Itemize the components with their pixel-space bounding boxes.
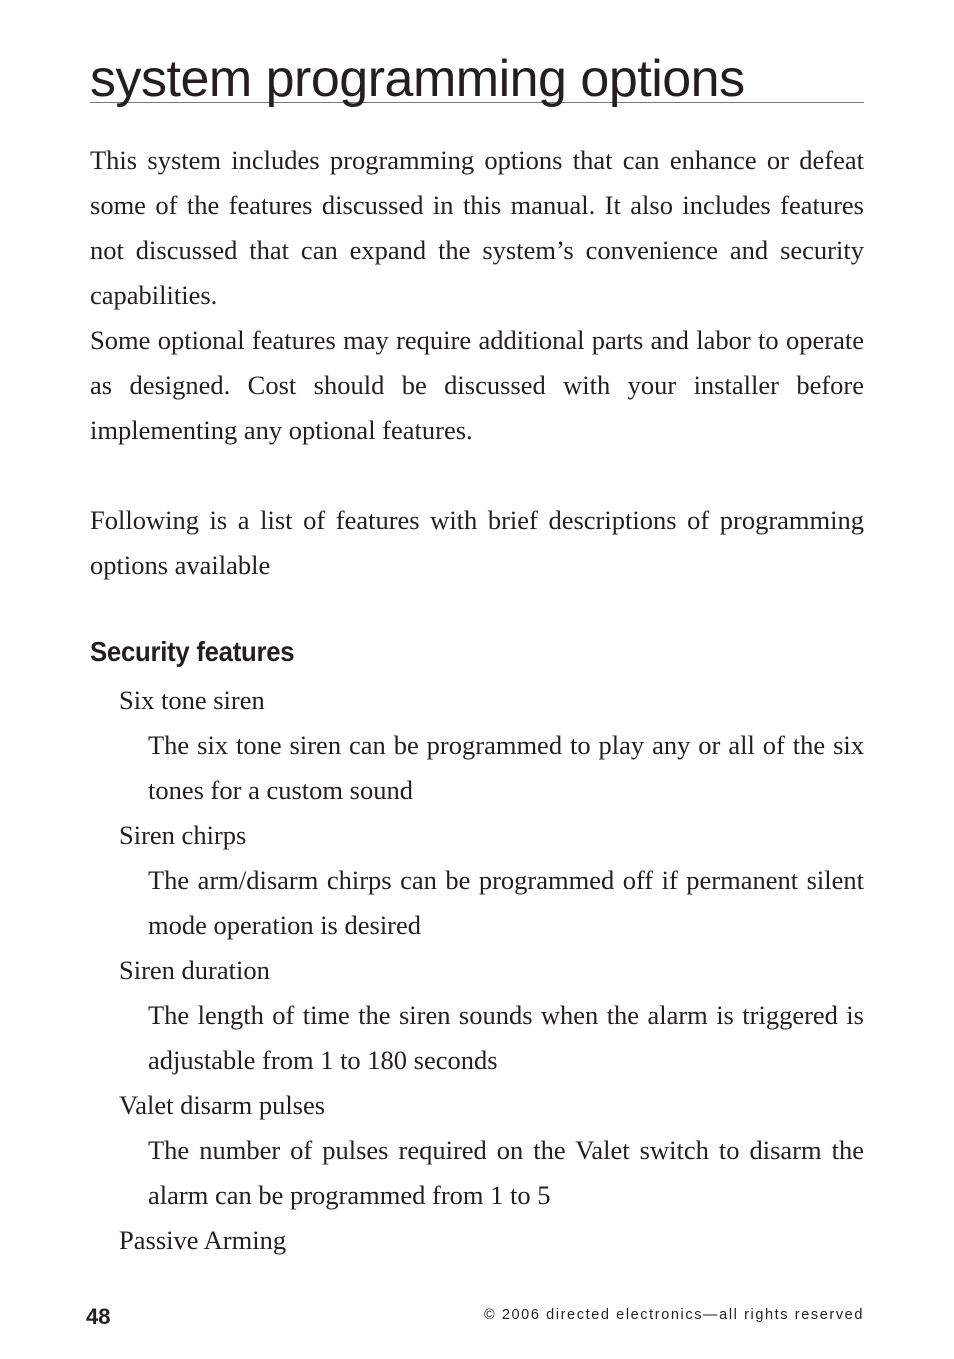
section-heading: Security features	[90, 636, 295, 667]
feature-name: Six tone siren	[119, 685, 265, 715]
feature-item	[119, 813, 864, 948]
feature-name: Siren duration	[119, 955, 270, 985]
feature-description: The arm/disarm chirps can be programmed off if permanent silent mode operation is desired	[148, 865, 864, 940]
intro-paragraph-3: Following is a list of features with brief descriptions of programming options available	[90, 505, 864, 580]
following-section	[90, 498, 864, 588]
feature-list	[119, 678, 864, 1263]
feature-description: The number of pulses required on the Valet switch to disarm the alarm can be programmed from 1 to 5	[148, 1135, 864, 1210]
intro-section	[90, 138, 864, 453]
feature-name: Valet disarm pulses	[119, 1090, 326, 1120]
feature-item	[119, 678, 864, 813]
feature-item	[119, 1218, 864, 1263]
feature-description: The length of time the siren sounds when the alarm is triggered is adjustable from 1 to 180 seconds	[148, 1000, 864, 1075]
feature-item	[119, 948, 864, 1083]
feature-name: Siren chirps	[119, 820, 247, 850]
copyright-notice: © 2006 directed electronics—all rights reserved	[483, 1307, 864, 1323]
page-title-rule	[90, 50, 864, 108]
feature-name: Passive Arming	[119, 1225, 287, 1255]
feature-description: The six tone siren can be programmed to play any or all of the six tones for a custom sound	[148, 730, 864, 805]
feature-item	[119, 1083, 864, 1218]
intro-paragraph-2: Some optional features may require additional parts and labor to operate as designed. Cost should be discussed with your installer before implementing any optional features.	[90, 325, 864, 445]
page-title: system programming options	[90, 50, 745, 108]
intro-paragraph-1: This system includes programming options that can enhance or defeat some of the features discussed in this manual. It also includes features not discussed that can expand the system’s convenience and security capabilities.	[90, 145, 864, 310]
page-number: 48	[86, 1304, 111, 1329]
